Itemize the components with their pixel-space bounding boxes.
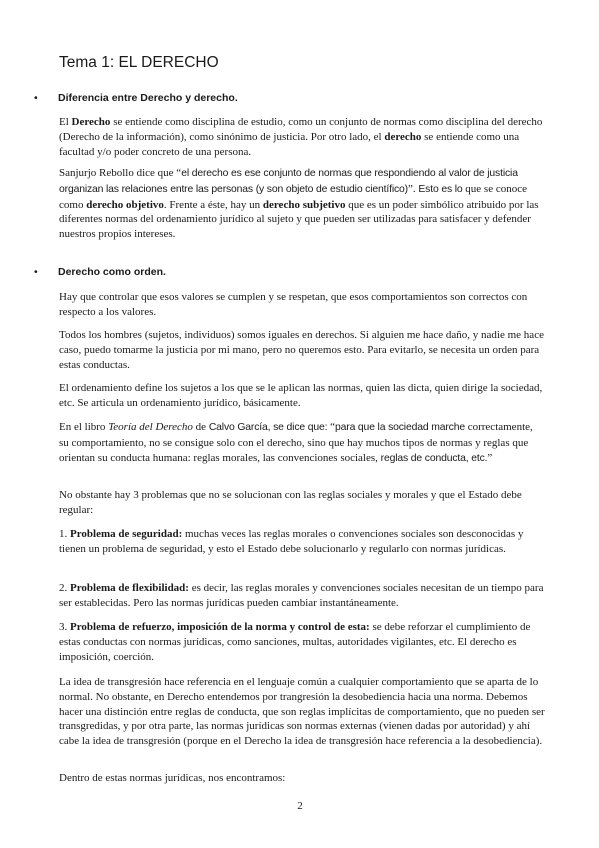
- keyword-derecho: Derecho: [71, 116, 111, 128]
- text-run: se debe reforzar el cumplimiento de estas conductas con normas jurídicas, como sanciones, multas, autoridades vigilantes, etc. El derecho es imposición, coerción.: [59, 621, 531, 663]
- text-run: correctamente, su comportamiento, no se consigue solo con el derecho, sino que hay muchos tipos de normas y reglas que orientan su conducta humana: reglas morales, las convenciones sociales,: [59, 421, 533, 464]
- paragraph-problema-seguridad: [59, 527, 545, 557]
- text-run: que se conoce como: [59, 182, 527, 211]
- paragraph-normas-juridicas: Dentro de estas normas jurídicas, nos encontramos:: [59, 772, 286, 784]
- text-run: El: [59, 116, 72, 128]
- bullet-icon: •: [34, 92, 38, 104]
- bullet-heading-text: Diferencia entre Derecho y derecho.: [58, 92, 238, 104]
- text-run: se entiende como disciplina de estudio, como un conjunto de normas como disciplina del derecho (Derecho de la información), como sinónimo de justicia. Por otro lado, el: [59, 116, 543, 143]
- keyword-derecho-subjetivo: derecho subjetivo: [262, 198, 346, 211]
- bullet-heading-derecho-diferencia: [34, 92, 238, 105]
- keyword-derecho-lower: derecho: [384, 130, 422, 143]
- problem-heading: Problema de seguridad:: [70, 528, 183, 540]
- text-run: es decir, las reglas morales y convenciones sociales necesitan de un tiempo para ser establecidas. Pero las normas jurídicas pueden cambiar instantáneamente.: [59, 582, 544, 609]
- quote-sanjurjo: el derecho es ese conjunto de normas que respondiendo al valor de justicia organizan las relaciones entre las personas (y son objeto de estudio científico): [59, 168, 518, 195]
- text-run: ”: [487, 451, 493, 464]
- paragraph-problema-refuerzo: [59, 620, 545, 664]
- text-run: Esto es lo: [418, 183, 463, 195]
- text-run: reglas de conducta, etc.: [380, 452, 488, 464]
- list-number: 1.: [59, 528, 70, 540]
- text-run: ”.: [408, 182, 419, 195]
- text-run: Calvo García, se dice que:: [208, 422, 328, 433]
- paragraph-transgresion: La idea de transgresión hace referencia en el lenguaje común a cualquier comportamiento que se aparta de lo normal. No obstante, en Derecho entendemos por trangresión la desobediencia hacia una norma. Debemos hacer una distinción entre reglas de conducta, que son reglas implícitas de comportamiento, que no pueden ser transgredidas, y por otra parte, las normas jurídicas son normas externas (vienen dadas por autoridad) y ahí cabe la idea de transgresión (porque en el Derecho la idea de transgresión hace referencia a la desobediencia).: [59, 676, 545, 748]
- bullet-icon: •: [34, 266, 38, 278]
- list-number: 3.: [59, 621, 70, 633]
- list-number: 2.: [59, 582, 70, 594]
- bullet-heading-derecho-orden: [34, 266, 166, 279]
- text-run: En el libro: [59, 421, 109, 433]
- bullet-heading-text: Derecho como orden.: [58, 266, 166, 278]
- paragraph-ordenamiento: El ordenamiento define los sujetos a los que se le aplican las normas, quien las dicta, quien dirige la sociedad, etc. Se articula un ordenamiento jurídico, básicamente.: [59, 382, 543, 409]
- text-run: “: [327, 421, 335, 433]
- text-run: que es un poder simbólico atribuido por las diferentes normas del ordenamiento jurídico al sujeto y que pueden ser utilizadas para satisfacer y defender nuestros propios intereses.: [59, 198, 539, 241]
- problem-heading: Problema de flexibilidad:: [70, 582, 189, 594]
- text-run: de: [192, 421, 209, 433]
- paragraph-tres-problemas: No obstante hay 3 problemas que no se solucionan con las reglas sociales y morales y que el Estado debe regular:: [59, 489, 522, 516]
- text-run: se entiende como una facultad y/o poder concreto de una persona.: [59, 130, 520, 158]
- quote-calvo: para que la sociedad marche: [335, 422, 465, 433]
- paragraph-definicion-derecho: [59, 115, 545, 159]
- paragraph-sanjurjo-rebollo: [59, 166, 545, 242]
- page-number: 2: [297, 800, 303, 812]
- book-title: Teoría del Derecho: [108, 421, 193, 433]
- text-run: . Frente a éste, hay un: [163, 198, 263, 211]
- text-run: Sanjurjo Rebollo dice que “: [59, 167, 182, 179]
- paragraph-control-valores: Hay que controlar que esos valores se cumplen y se respetan, que esos comportamientos son correctos con respecto a los valores.: [59, 291, 528, 318]
- text-run: muchas veces las reglas morales o convenciones sociales son desconocidas y tienen un problema de seguridad, y esto el Estado debe solucionarlo y regularlo con normas jurídicas.: [59, 528, 524, 555]
- keyword-derecho-objetivo: derecho objetivo: [86, 198, 164, 211]
- page-title: Tema 1: EL DERECHO: [59, 54, 219, 71]
- problem-heading: Problema de refuerzo, imposición de la norma y control de esta:: [70, 621, 370, 633]
- paragraph-igualdad-derechos: Todos los hombres (sujetos, individuos) somos iguales en derechos. Si alguien me hace daño, y nadie me hace caso, puedo tomarme la justicia por mi mano, pero no queremos esto. Para evitarlo, se necesita un orden para estas conductas.: [59, 329, 544, 371]
- paragraph-problema-flexibilidad: [59, 581, 545, 611]
- paragraph-calvo-garcia: [59, 420, 545, 466]
